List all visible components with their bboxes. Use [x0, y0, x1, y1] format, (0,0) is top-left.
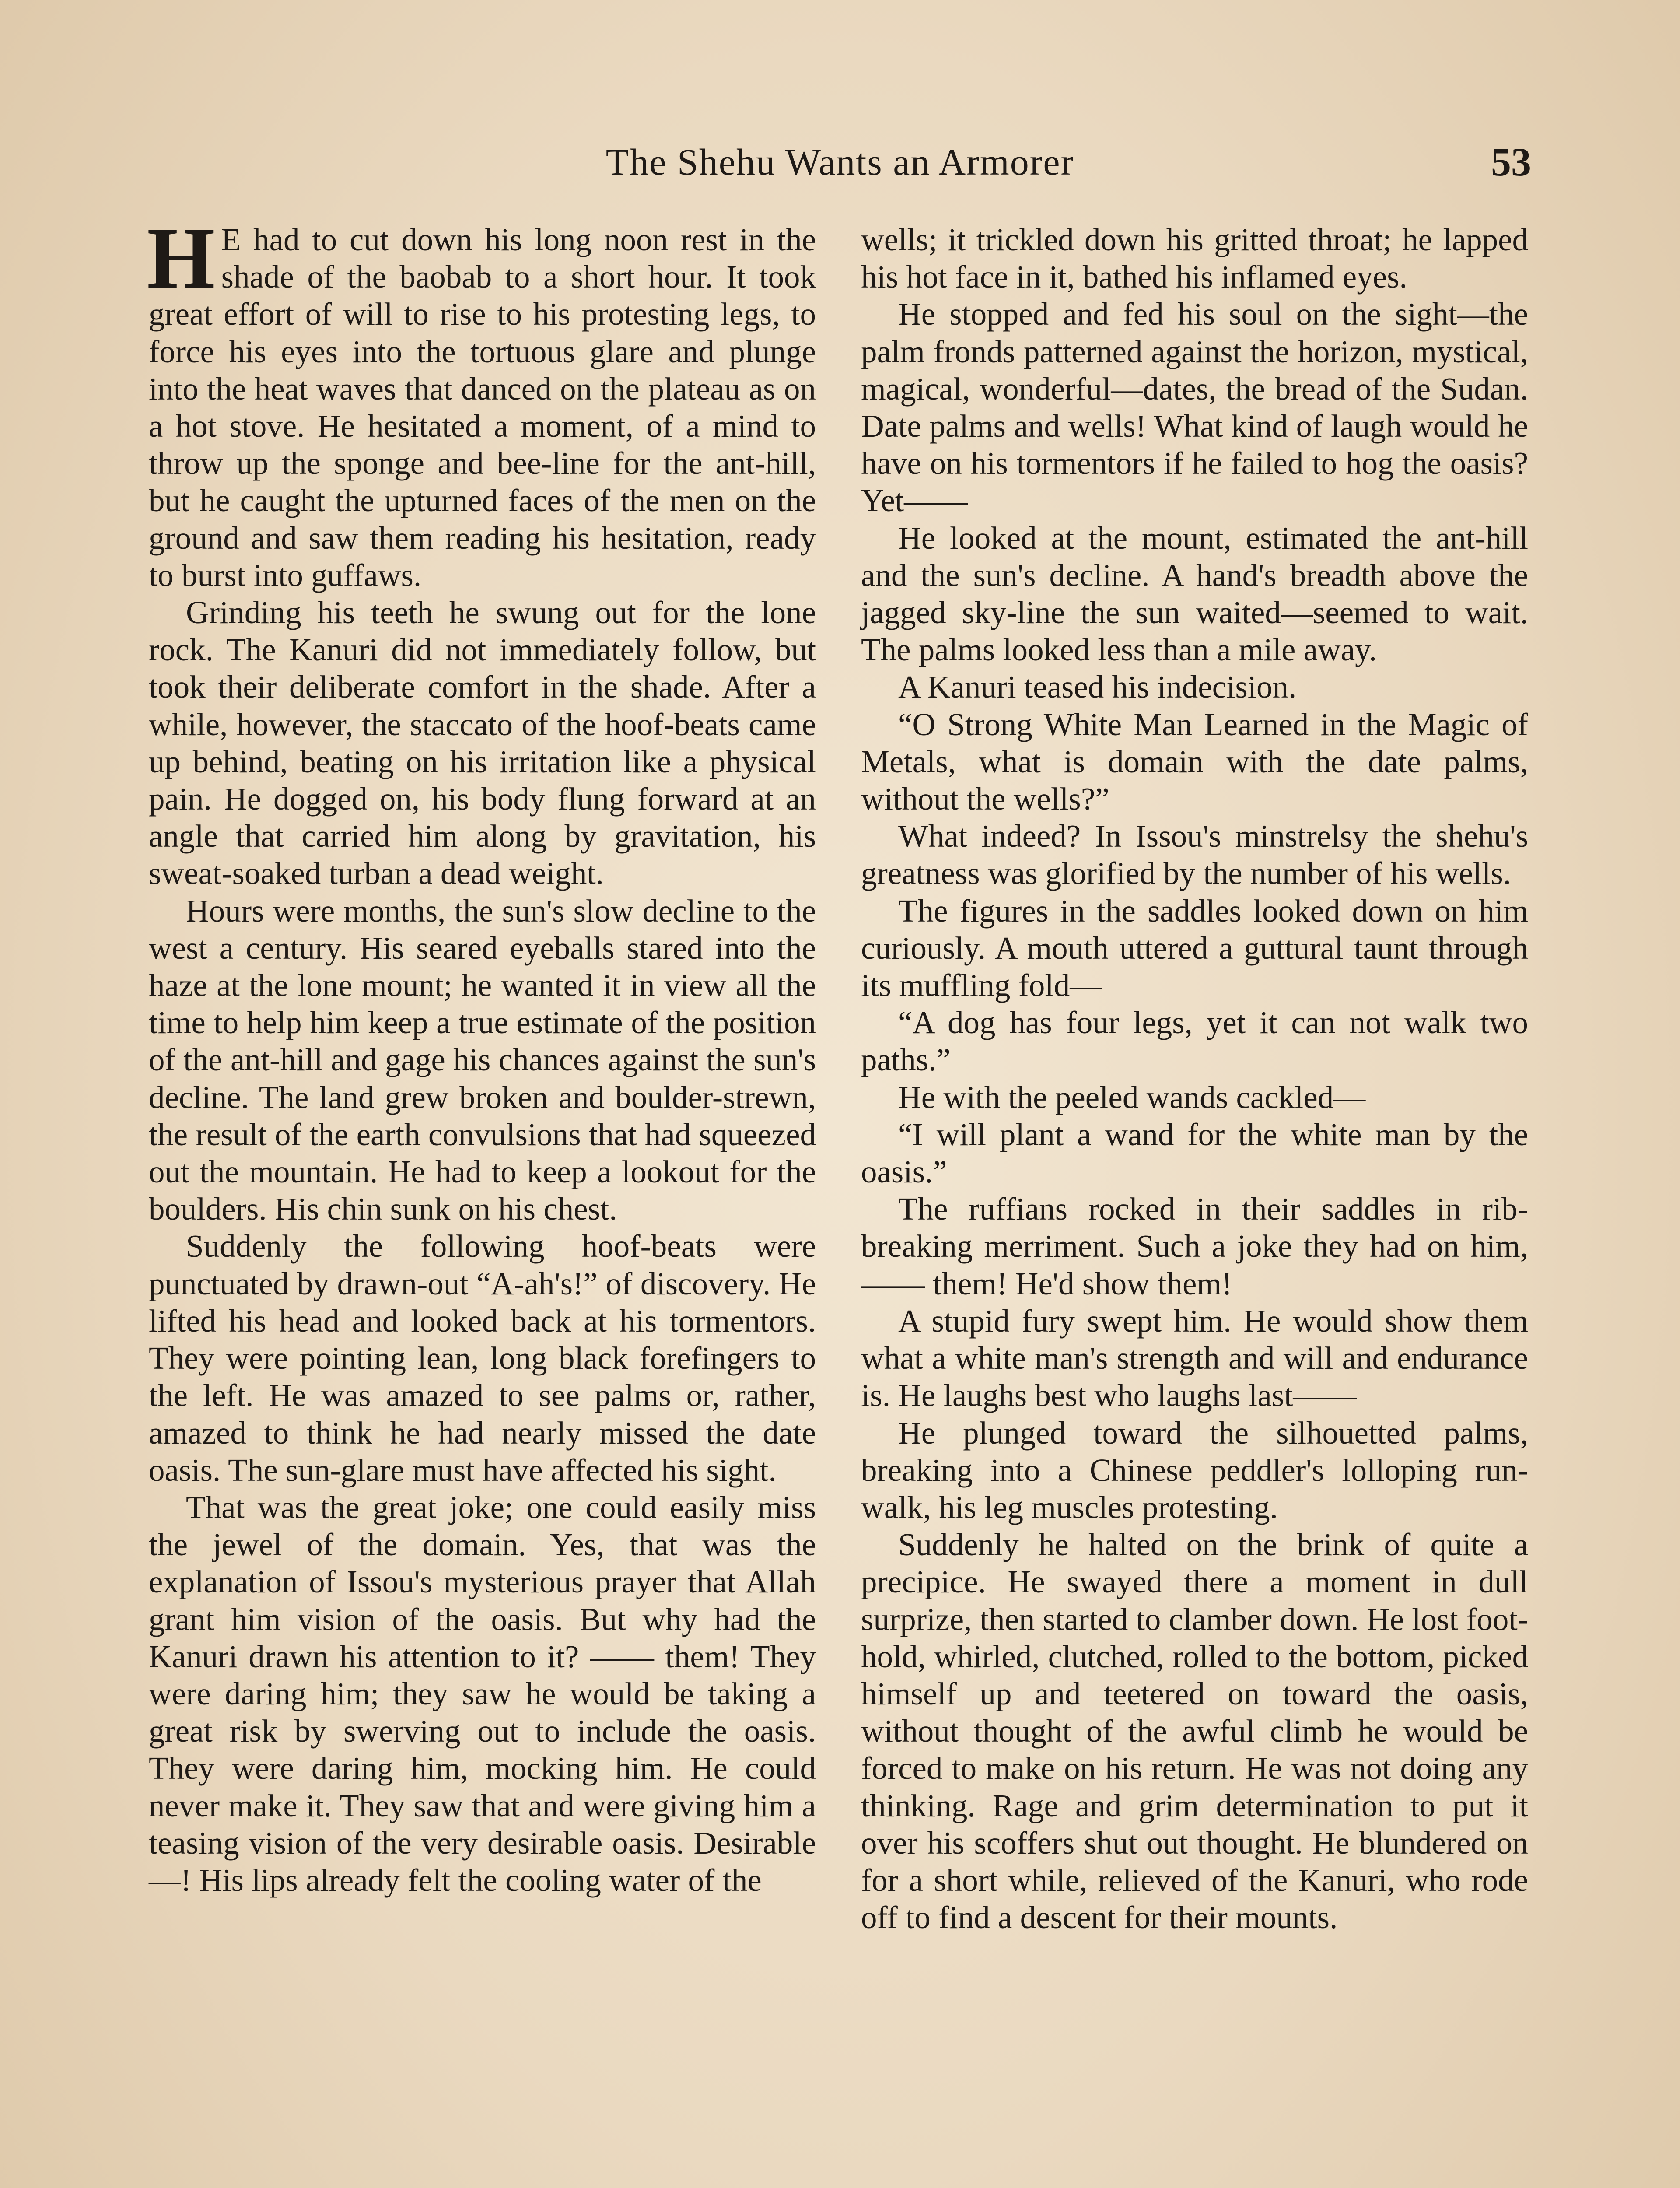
running-title: The Shehu Wants an Armorer: [606, 141, 1074, 183]
paragraph: A stupid fury swept him. He would show them what a white man's strength and will and endurance is. He laughs best who laughs last——: [861, 1303, 1528, 1413]
right-column: [861, 221, 1528, 1936]
paragraph: “A dog has four legs, yet it can not walk two paths.”: [861, 1005, 1528, 1078]
running-head: [149, 131, 1531, 193]
drop-cap: H: [147, 210, 215, 307]
paragraph: A Kanuri teased his indecision.: [898, 669, 1297, 705]
paragraph: The ruffians rocked in their saddles in rib-breaking merriment. Such a joke they had on him, —— them! He'd show them!: [861, 1191, 1528, 1301]
paragraph: “I will plant a wand for the white man by the oasis.”: [861, 1116, 1528, 1190]
paragraph: Suddenly the following hoof-beats were punctuated by drawn-out “A-ah's!” of discovery. He lifted his head and looked back at his tormentors. They were pointing lean, long black forefingers to the left. He was amazed to see palms or, rather, amazed to think he had nearly missed the date oasis. The sun-glare must have affected his sight.: [149, 1228, 816, 1488]
left-column: [147, 210, 816, 1899]
paragraph: [147, 210, 816, 594]
paragraph: He with the peeled wands cackled—: [898, 1079, 1366, 1115]
paragraph: That was the great joke; one could easily miss the jewel of the domain. Yes, that was the explanation of Issou's mysterious prayer that Allah grant him vision of the oasis. But why had the Kanuri drawn his attention to it? —— them! They were daring him; they saw he would be taking a great risk by swerving out to include the oasis. They were daring him, mocking him. He could never make it. They saw that and were giving him a teasing vision of the very desirable oasis. Desirable—! His lips already felt the cooling water of the: [149, 1489, 816, 1898]
paragraph: He plunged toward the silhouetted palms, breaking into a Chinese peddler's lolloping run-walk, his leg muscles protesting.: [861, 1415, 1528, 1525]
paragraph: The figures in the saddles looked down on him curiously. A mouth uttered a guttural taunt through its muffling fold—: [861, 893, 1528, 1003]
paragraph: Hours were months, the sun's slow decline to the west a century. His seared eyeballs stared into the haze at the lone mount; he wanted it in view all the time to help him keep a true estimate of the position of the ant-hill and gage his chances against the sun's decline. The land grew broken and boulder-strewn, the result of the earth convulsions that had squeezed out the mountain. He had to keep a lookout for the boulders. His chin sunk on his chest.: [149, 893, 816, 1227]
paragraph: What indeed? In Issou's minstrelsy the shehu's greatness was glorified by the number of his wells.: [861, 818, 1528, 891]
paragraph: He looked at the mount, estimated the ant-hill and the sun's decline. A hand's breadth above the jagged sky-line the sun waited—seemed to wait. The palms looked less than a mile away.: [861, 520, 1528, 668]
paragraph: He stopped and fed his soul on the sight—the palm fronds patterned against the horizon, mystical, magical, wonderful—dates, the bread of the Sudan. Date palms and wells! What kind of laugh would he have on his tormentors if he failed to hog the oasis? Yet——: [861, 296, 1528, 519]
paragraph: “O Strong White Man Learned in the Magic of Metals, what is domain with the date palms, without the wells?”: [861, 706, 1528, 817]
paragraph: Suddenly he halted on the brink of quite a precipice. He swayed there a moment in dull surprize, then started to clamber down. He lost foot-hold, whirled, clutched, rolled to the bottom, picked himself up and teetered on toward the oasis, without thought of the awful climb he would be forced to make on his return. He was not doing any thinking. Rage and grim determination to put it over his scoffers shut out thought. He blundered on for a short while, relieved of the Kanuri, who rode off to find a descent for their mounts.: [861, 1527, 1528, 1936]
paragraph: wells; it trickled down his gritted throat; he lapped his hot face in it, bathed his inflamed eyes.: [861, 222, 1528, 295]
page-number: 53: [1491, 140, 1531, 184]
paragraph: Grinding his teeth he swung out for the lone rock. The Kanuri did not immediately follow, but took their deliberate comfort in the shade. After a while, however, the staccato of the hoof-beats came up behind, beating on his irritation like a physical pain. He dogged on, his body flung forward at an angle that carried him along by gravitation, his sweat-soaked turban a dead weight.: [149, 595, 816, 891]
paragraph-text: E had to cut down his long noon rest in the shade of the baobab to a short hour. It took great effort of will to rise to his protesting legs, to force his eyes into the tortuous glare and plunge into the heat waves that danced on the plateau as on a hot stove. He hesitated a moment, of a mind to throw up the sponge and bee-line for the ant-hill, but he caught the upturned faces of the men on the ground and saw them reading his hesitation, ready to burst into guffaws.: [149, 222, 816, 593]
